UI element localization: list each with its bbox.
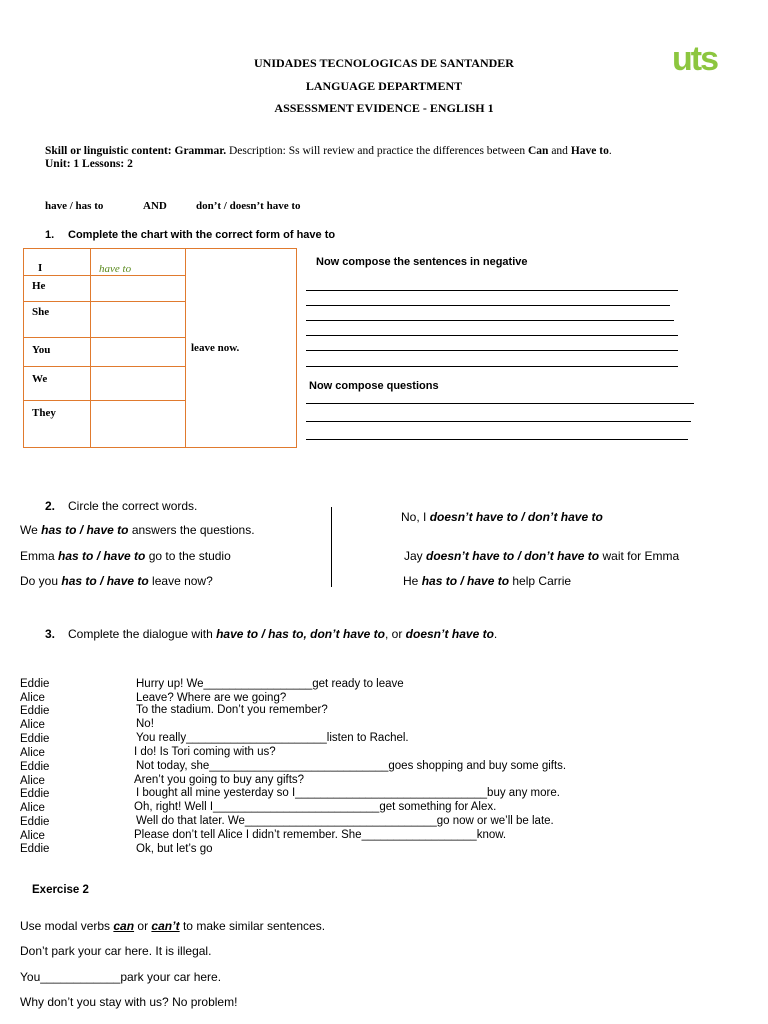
column-divider	[331, 507, 332, 587]
dialogue-line: Ok, but let’s go	[136, 843, 213, 855]
dialogue-speaker: Alice	[20, 692, 45, 704]
circle-options[interactable]: has to / have to	[41, 523, 129, 537]
dialogue-speaker: Eddie	[20, 788, 50, 800]
exercise2-sentence: Why don’t you stay with us? No problem!	[20, 995, 238, 1009]
dialogue-speaker: Alice	[20, 830, 45, 842]
circle-sentence: He has to / have to help Carrie	[403, 574, 572, 588]
circle-sentence: Jay doesn’t have to / don’t have to wait for Emma	[404, 549, 680, 563]
dialogue-speaker: Alice	[20, 802, 45, 814]
negative-answer-line[interactable]	[306, 290, 678, 291]
negative-answer-line[interactable]	[306, 350, 678, 351]
negative-answer-line[interactable]	[306, 305, 670, 306]
pronoun-cell: We	[24, 367, 91, 401]
dialogue-speaker: Eddie	[20, 761, 50, 773]
dialogue-line: Hurry up! We_________________get ready to leave	[136, 678, 404, 690]
topic-right: don’t / doesn’t have to	[196, 200, 301, 212]
dialogue-line: I bought all mine yesterday so I______________________________buy any more.	[136, 787, 560, 799]
dialogue-line: Aren’t you going to buy any gifts?	[134, 774, 305, 786]
header-department: LANGUAGE DEPARTMENT	[305, 79, 463, 93]
dialogue-line: Not today, she____________________________goes shopping and buy some gifts.	[136, 760, 567, 772]
pronoun-cell: I	[24, 249, 91, 276]
exercise2-sentence: Don’t park your car here. It is illegal.	[20, 944, 212, 958]
answer-cell[interactable]	[91, 276, 186, 302]
answer-cell[interactable]	[91, 302, 186, 338]
negative-label: Now compose the sentences in negative	[316, 256, 528, 268]
chart-ending: leave now.	[186, 249, 297, 448]
pronoun-cell: They	[24, 401, 91, 448]
header-institution: UNIDADES TECNOLOGICAS DE SANTANDER	[254, 56, 514, 70]
dialogue-speaker: Eddie	[20, 678, 50, 690]
dialogue-line: You really______________________listen to Rachel.	[136, 732, 409, 744]
dialogue-speaker: Alice	[20, 719, 45, 731]
question-answer-line[interactable]	[306, 439, 688, 440]
ex1-number: 1.	[45, 229, 55, 241]
circle-options[interactable]: has to / have to	[421, 574, 510, 588]
dialogue-speaker: Eddie	[20, 705, 50, 717]
question-answer-line[interactable]	[306, 403, 694, 404]
pronoun-cell: You	[24, 338, 91, 367]
dialogue-speaker: Alice	[20, 775, 45, 787]
circle-options[interactable]: has to / have to	[58, 549, 146, 563]
header-assessment: ASSESSMENT EVIDENCE - ENGLISH 1	[274, 101, 494, 115]
pronoun-cell: He	[24, 276, 91, 302]
dialogue-line: No!	[136, 718, 154, 730]
circle-options[interactable]: doesn’t have to / don’t have to	[426, 549, 600, 563]
have-to-chart	[23, 248, 297, 448]
circle-sentence: Do you has to / have to leave now?	[20, 574, 213, 588]
pronoun-cell: She	[24, 302, 91, 338]
questions-label: Now compose questions	[309, 380, 439, 392]
ex3-number: 3.	[45, 627, 56, 641]
answer-cell: have to	[91, 249, 186, 276]
exercise2-fill-sentence[interactable]: You____________park your car here.	[20, 970, 222, 984]
dialogue-line: Please don’t tell Alice I didn’t remember. She__________________know.	[134, 829, 507, 841]
circle-sentence: We has to / have to answers the questions.	[20, 523, 255, 537]
circle-sentence: Emma has to / have to go to the studio	[20, 549, 231, 563]
uts-logo: uts	[672, 40, 717, 78]
topic-and: AND	[143, 200, 167, 212]
circle-options[interactable]: doesn’t have to / don’t have to	[429, 510, 603, 524]
circle-options[interactable]: has to / have to	[61, 574, 149, 588]
negative-answer-line[interactable]	[306, 320, 674, 321]
dialogue-speaker: Eddie	[20, 843, 50, 855]
dialogue-line: Oh, right! Well I__________________________get something for Alex.	[134, 801, 497, 813]
dialogue-line: Leave? Where are we going?	[136, 692, 287, 704]
negative-answer-line[interactable]	[306, 335, 678, 336]
answer-cell[interactable]	[91, 367, 186, 401]
exercise2-title: Exercise 2	[32, 884, 89, 896]
question-answer-line[interactable]	[306, 421, 691, 422]
dialogue-speaker: Eddie	[20, 733, 50, 745]
ex2-number: 2.	[45, 499, 56, 513]
ex3-instruction: Complete the dialogue with have to / has to, don’t have to, or doesn’t have to.	[68, 627, 498, 641]
circle-sentence: No, I doesn’t have to / don’t have to	[401, 510, 603, 524]
answer-cell[interactable]	[91, 338, 186, 367]
ex1-instruction: Complete the chart with the correct form of have to	[68, 229, 336, 241]
skill-description: Skill or linguistic content: Grammar. Description: Ss will review and practice the differences between Can and Have to.	[45, 145, 612, 157]
answer-cell[interactable]	[91, 401, 186, 448]
negative-answer-line[interactable]	[306, 366, 678, 367]
exercise2-instruction: Use modal verbs can or can’t to make similar sentences.	[20, 919, 326, 933]
dialogue-line: To the stadium. Don’t you remember?	[136, 704, 328, 716]
ex2-instruction: Circle the correct words.	[68, 499, 198, 513]
topic-left: have / has to	[45, 200, 104, 212]
dialogue-line: I do! Is Tori coming with us?	[134, 746, 276, 758]
dialogue-speaker: Alice	[20, 747, 45, 759]
dialogue-line: Well do that later. We______________________________go now or we’ll be late.	[136, 815, 554, 827]
unit-lessons: Unit: 1 Lessons: 2	[45, 158, 133, 170]
dialogue-speaker: Eddie	[20, 816, 50, 828]
